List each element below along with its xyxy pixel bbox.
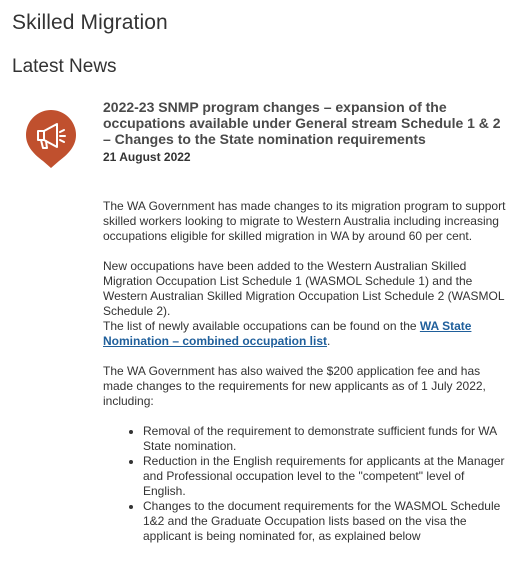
news-date: 21 August 2022	[103, 150, 191, 164]
list-item: • Reduction in the English requirements for applicants at the Manager and Professional occupation level to the "competent" level of English.	[143, 454, 508, 499]
section-title: Latest News	[12, 56, 117, 77]
list-item: • Changes to the document requirements for the WASMOL Schedule 1&2 and the Graduate Occupation lists based on the visa the applicant is being nominated for, as explained below	[143, 499, 508, 544]
news-paragraph-list-link	[103, 319, 508, 349]
news-body	[103, 199, 508, 544]
news-paragraph-list-prefix: The list of newly available occupations can be found on the	[103, 319, 420, 333]
list-item: • Removal of the requirement to demonstrate sufficient funds for WA State nomination.	[143, 424, 508, 454]
news-headline[interactable]: 2022-23 SNMP program changes – expansion of the occupations available under General stream Schedule 1 & 2 – Changes to the State nomination requirements	[103, 99, 501, 147]
megaphone-icon	[25, 108, 77, 170]
page-title: Skilled Migration	[12, 11, 168, 34]
combined-occupation-list-link[interactable]: WA State Nomination – combined occupation list	[103, 319, 472, 348]
news-paragraph-fee: The WA Government has also waived the $200 application fee and has made changes to the requirements for new applicants as of 1 July 2022, including:	[103, 364, 486, 408]
news-paragraph-occupations: New occupations have been added to the Western Australian Skilled Migration Occupation List Schedule 1 (WASMOL Schedule 1) and the Western Australian Skilled Migration Occupation List Schedule 2 (WASMOL Schedule 2).	[103, 259, 505, 318]
news-paragraph-intro: The WA Government has made changes to its migration program to support skilled workers looking to migrate to Western Australia including increasing occupations eligible for skilled migration in WA by around 60 per cent.	[103, 199, 506, 243]
news-changes-list	[103, 424, 508, 544]
news-paragraph-list-suffix: .	[327, 334, 331, 348]
